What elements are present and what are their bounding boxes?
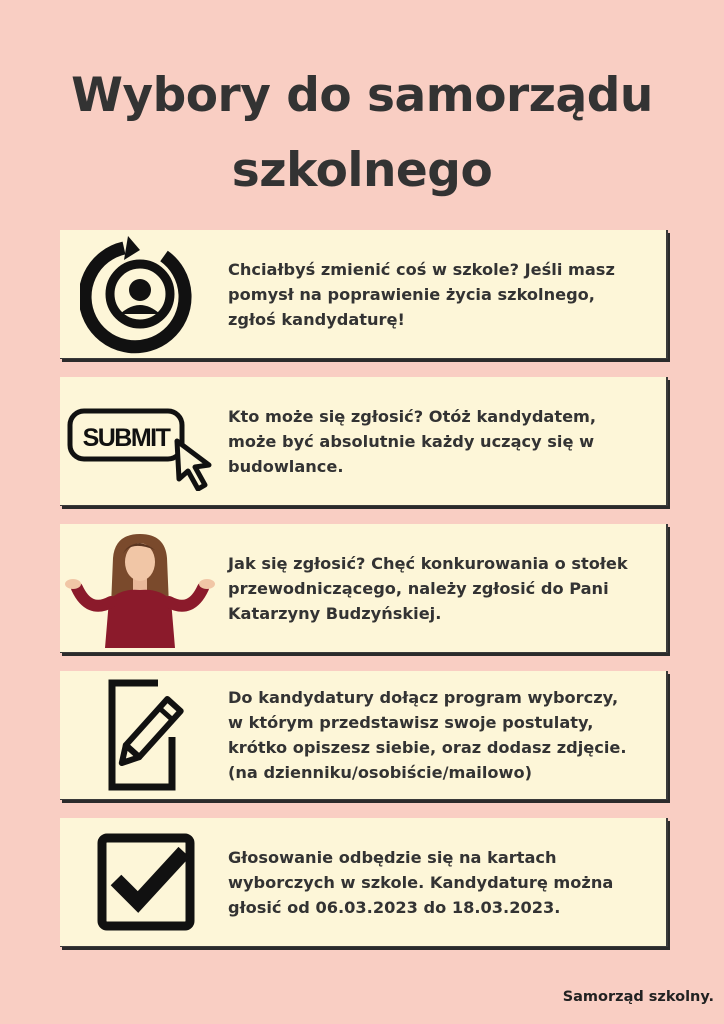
info-card-2 xyxy=(60,377,668,506)
submit-icon-text: SUBMIT xyxy=(82,424,170,452)
card-text-line: pomysł na poprawienie życia szkolnego, xyxy=(228,284,595,304)
refresh-person-icon xyxy=(60,230,220,358)
card-text-line: budowlance. xyxy=(228,456,344,476)
footer-signature: Samorząd szkolny. xyxy=(562,989,714,1005)
card-text-line: Jak się zgłosić? Chęć konkurowania o stołek xyxy=(228,553,628,573)
page-title xyxy=(0,58,724,208)
card-text-line: może być absolutnie każdy uczący się w xyxy=(228,431,595,451)
card-text-line: Kto może się zgłosić? Otóż kandydatem, xyxy=(228,406,597,426)
card-text-line: (na dzienniku/osobiście/mailowo) xyxy=(228,763,532,782)
info-card-4 xyxy=(60,671,668,800)
card-text-line: zgłoś kandydaturę! xyxy=(228,309,405,329)
title-line-1: Wybory do samorządu xyxy=(71,68,653,123)
card-text-line: krótko opiszesz siebie, oraz dodasz zdjęcie. xyxy=(228,738,627,757)
card-text-line: w którym przedstawisz swoje postulaty, xyxy=(228,713,594,732)
info-card-1 xyxy=(60,230,668,359)
card-text-line: Katarzyny Budzyńskiej. xyxy=(228,603,442,623)
card-1-text xyxy=(228,230,648,358)
info-card-3 xyxy=(60,524,668,653)
card-4-text xyxy=(228,671,648,799)
submit-button-icon xyxy=(60,377,220,505)
checkbox-checked-icon xyxy=(60,818,220,946)
card-text-line: głosić od 06.03.2023 do 18.03.2023. xyxy=(228,897,561,917)
edit-document-icon xyxy=(60,671,220,799)
card-text-line: Głosowanie odbędzie się na kartach xyxy=(228,847,557,867)
card-text-line: przewodniczącego, należy zgłosić do Pani xyxy=(228,578,609,598)
info-card-5 xyxy=(60,818,668,947)
shrugging-woman-illustration xyxy=(60,524,220,652)
card-text-line: Do kandydatury dołącz program wyborczy, xyxy=(228,688,619,707)
card-text-line: wyborczych w szkole. Kandydaturę można xyxy=(228,872,614,892)
card-3-text xyxy=(228,524,648,652)
card-5-text xyxy=(228,818,648,946)
card-text-line: Chciałbyś zmienić coś w szkole? Jeśli masz xyxy=(228,259,615,279)
title-line-2: szkolnego xyxy=(231,143,493,198)
card-2-text xyxy=(228,377,648,505)
